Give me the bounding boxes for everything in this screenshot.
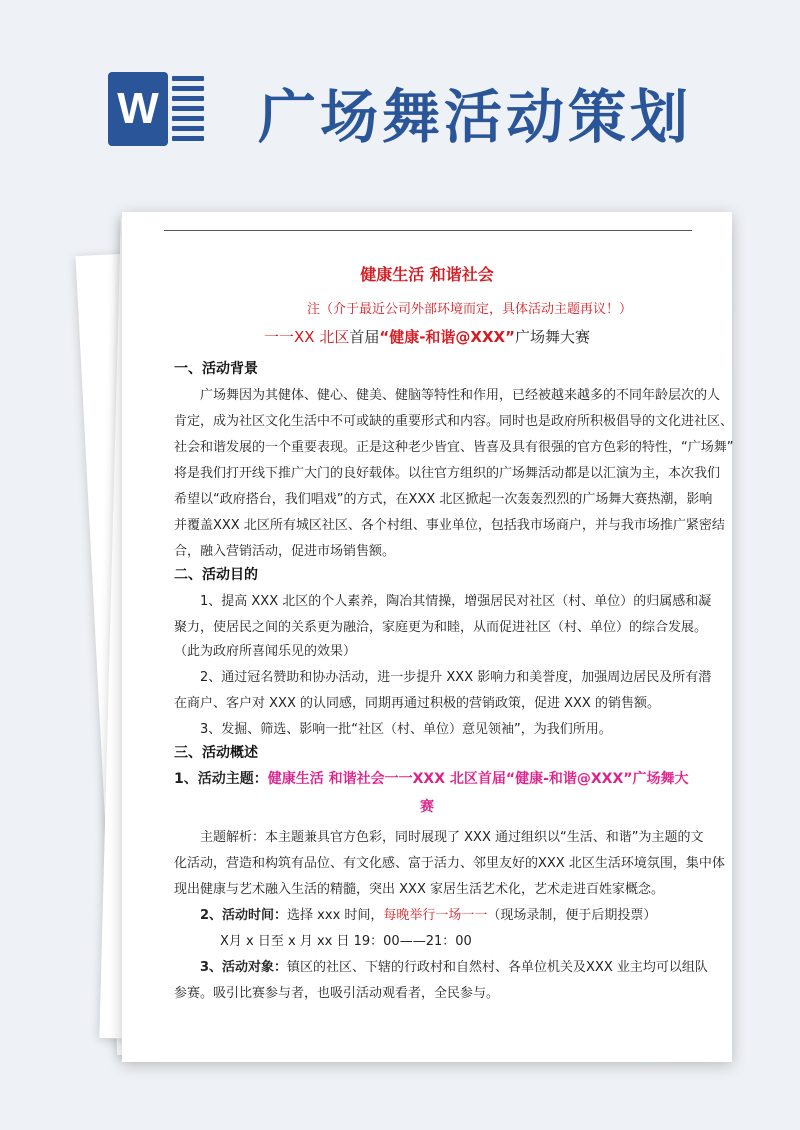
paragraph-line: 2、通过冠名赞助和协办活动，进一步提升 XXX 影响力和美誉度，加强周边居民及所有潜 bbox=[200, 670, 712, 685]
paragraph-line: 合，融入营销活动，促进市场销售额。 bbox=[174, 544, 396, 559]
theme-line bbox=[174, 768, 784, 788]
subtitle-quote: “健康-和谐@XXX” bbox=[379, 328, 515, 346]
paragraph-line: 在商户、客户对 XXX 的认同感，同期再通过积极的营销政策，促进 XXX 的销售额。 bbox=[174, 696, 660, 711]
paragraph-line: 聚力，使居民之间的关系更为融洽，家庭更为和睦，从而促进社区（村、单位）的综合发展。 bbox=[174, 620, 708, 635]
theme-text-cont: 赛 bbox=[420, 799, 434, 815]
page-title: 广场舞活动策划 bbox=[258, 83, 693, 151]
target-label: 3、活动对象： bbox=[200, 960, 288, 975]
time-text: 选择 xxx 时间， bbox=[287, 908, 384, 923]
note: 注（介于最近公司外部环境而定，具体活动主题再议！） bbox=[307, 302, 633, 317]
paragraph-line: 3、发掘、筛选、影响一批“社区（村、单位）意见领袖”，为我们所用。 bbox=[200, 722, 612, 737]
slogan: 健康生活 和谐社会 bbox=[360, 265, 494, 284]
paragraph-line: 1、提高 XXX 北区的个人素养，陶冶其情操，增强居民对社区（村、单位）的归属感和凝 bbox=[200, 594, 712, 609]
theme-label: 1、活动主题： bbox=[174, 771, 268, 787]
time-note: （现场录制，便于后期投票） bbox=[487, 908, 657, 923]
time-range: X月 x 日至 x 月 xx 日 19：00——21：00 bbox=[220, 934, 472, 949]
subtitle bbox=[122, 326, 732, 347]
section-heading: 三、活动概述 bbox=[174, 745, 258, 761]
target-text: 镇区的社区、下辖的行政村和自然村、各单位机关及XXX 业主均可以组队 bbox=[287, 960, 708, 975]
section-heading: 二、活动目的 bbox=[174, 567, 258, 583]
header-rule bbox=[164, 230, 692, 231]
time-red: 每晚举行一场一一 bbox=[383, 908, 488, 923]
target-line bbox=[200, 956, 800, 975]
document-page bbox=[122, 212, 732, 1062]
paragraph-line: 希望以“政府搭台，我们唱戏”的方式，在XXX 北区掀起一次轰轰烈烈的广场舞大赛热潮，影响 bbox=[174, 492, 713, 507]
paragraph-line: 参赛。吸引比赛参与者，也吸引活动观看者，全民参与。 bbox=[174, 986, 500, 1001]
time-line bbox=[200, 904, 800, 923]
word-logo-letter: W bbox=[108, 72, 168, 146]
word-document-icon bbox=[108, 68, 212, 150]
paragraph-line: 现出健康与艺术融入生活的精髓，突出 XXX 家居生活艺术化，艺术走进百姓家概念。 bbox=[174, 882, 664, 897]
paragraph-line: 广场舞因为其健体、健心、健美、健脑等特性和作用，已经被越来越多的不同年龄层次的人 bbox=[200, 388, 721, 403]
subtitle-suffix: 广场舞大赛 bbox=[514, 328, 590, 346]
page-header bbox=[0, 0, 800, 170]
paragraph-line: （此为政府所喜闻乐见的效果） bbox=[174, 644, 357, 659]
time-label: 2、活动时间： bbox=[200, 908, 288, 923]
document-lines-icon bbox=[166, 68, 210, 150]
paragraph-line: 肯定，成为社区文化生活中不可或缺的重要形式和内容。同时也是政府所积极倡导的文化进社区、 bbox=[174, 414, 734, 429]
paragraph-line: 化活动，营造和构筑有品位、有文化感、富于活力、邻里友好的XXX 北区生活环境氛围，集中体 bbox=[174, 856, 725, 871]
paragraph-line: 主题解析：本主题兼具官方色彩，同时展现了 XXX 通过组织以“生活、和谐”为主题的文 bbox=[200, 830, 704, 845]
paragraph-line: 将是我们打开线下推广大门的良好载体。以往官方组织的广场舞活动都是以汇演为主，本次我们 bbox=[174, 466, 721, 481]
section-heading: 一、活动背景 bbox=[174, 361, 258, 377]
subtitle-prefix: 一一XX 北区 bbox=[264, 328, 350, 346]
theme-text: 健康生活 和谐社会一一XXX 北区首届“健康-和谐@XXX”广场舞大 bbox=[267, 771, 689, 787]
paragraph-line: 社会和谐发展的一个重要表现。正是这种老少皆宜、皆喜及具有很强的官方色彩的特性，“广场舞” bbox=[174, 440, 734, 455]
paragraph-line: 并覆盖XXX 北区所有城区社区、各个村组、事业单位，包括我市场商户，并与我市场推广紧密结 bbox=[174, 518, 725, 533]
subtitle-mid: 首届 bbox=[349, 328, 380, 346]
